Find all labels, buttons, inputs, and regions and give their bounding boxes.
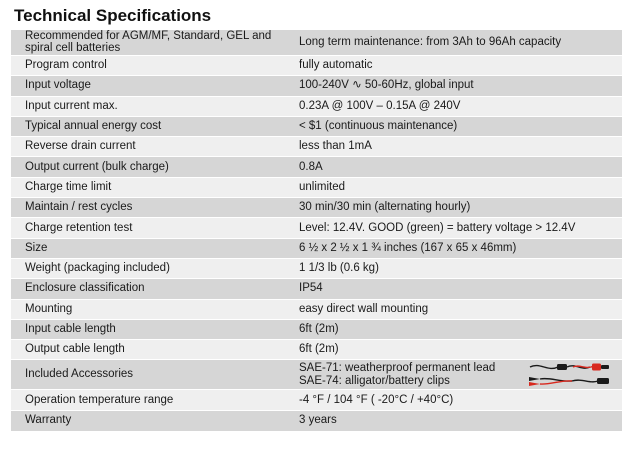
spec-value: 100-240V ∿ 50-60Hz, global input [287,76,622,96]
spec-label: Program control [11,56,287,76]
table-row [11,137,622,157]
spec-label: Charge retention test [11,218,287,238]
spec-value [287,360,622,390]
spec-value: -4 °F / 104 °F ( -20°C / +40°C) [287,390,622,410]
table-row [11,299,622,319]
spec-label: Size [11,238,287,258]
table-row [11,177,622,197]
spec-label: Input cable length [11,319,287,339]
spec-label: Mounting [11,299,287,319]
table-row [11,319,622,339]
table-row [11,96,622,116]
spec-value: 6 ½ x 2 ½ x 1 ¾ inches (167 x 65 x 46mm) [287,238,622,258]
table-row [11,238,622,258]
spec-value: 6ft (2m) [287,319,622,339]
spec-value: < $1 (continuous maintenance) [287,116,622,136]
spec-value: fully automatic [287,56,622,76]
spec-value: less than 1mA [287,137,622,157]
spec-label: Operation temperature range [11,390,287,410]
accessory-sae-74: SAE-74: alligator/battery clips [299,374,450,387]
table-row [11,390,622,410]
spec-label: Recommended for AGM/MF, Standard, GEL and spiral cell batteries [11,30,287,56]
spec-label: Charge time limit [11,177,287,197]
sae-74-clips-icon [528,374,612,388]
spec-label: Output cable length [11,340,287,360]
spec-value: unlimited [287,177,622,197]
accessories-cell [299,362,622,387]
spec-label: Included Accessories [11,360,287,390]
spec-label: Warranty [11,410,287,430]
spec-value: easy direct wall mounting [287,299,622,319]
table-row [11,258,622,278]
spec-label: Output current (bulk charge) [11,157,287,177]
spec-value: 30 min/30 min (alternating hourly) [287,198,622,218]
spec-label: Typical annual energy cost [11,116,287,136]
table-row [11,279,622,299]
spec-value: Level: 12.4V. GOOD (green) = battery voltage > 12.4V [287,218,622,238]
spec-value: 0.8A [287,157,622,177]
table-row [11,157,622,177]
table-row [11,360,622,390]
spec-label: Input voltage [11,76,287,96]
spec-label: Input current max. [11,96,287,116]
spec-value: 1 1/3 lb (0.6 kg) [287,258,622,278]
table-row [11,410,622,430]
spec-label: Weight (packaging included) [11,258,287,278]
spec-value: 3 years [287,410,622,430]
table-row [11,218,622,238]
spec-label: Enclosure classification [11,279,287,299]
spec-label: Reverse drain current [11,137,287,157]
page-title: Technical Specifications [14,6,212,25]
specs-table [11,29,622,431]
table-row [11,340,622,360]
spec-value: IP54 [287,279,622,299]
spec-value: 0.23A @ 100V – 0.15A @ 240V [287,96,622,116]
spec-label: Maintain / rest cycles [11,198,287,218]
table-row [11,56,622,76]
table-row [11,76,622,96]
accessory-sae-71: SAE-71: weatherproof permanent lead [299,362,496,375]
sae-71-lead-icon [528,361,612,373]
spec-value: Long term maintenance: from 3Ah to 96Ah capacity [287,30,622,56]
table-row [11,198,622,218]
spec-value: 6ft (2m) [287,340,622,360]
table-row [11,30,622,56]
table-row [11,116,622,136]
